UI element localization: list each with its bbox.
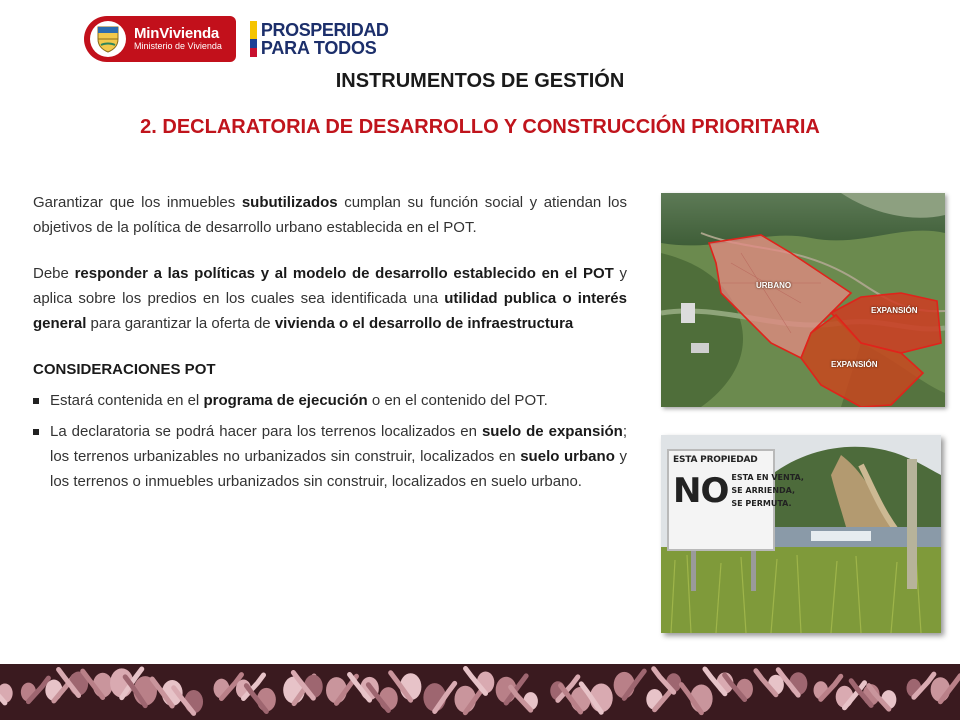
- sign-line-2: ESTA EN VENTA,: [731, 473, 804, 482]
- text-run: Debe: [33, 265, 75, 282]
- text-run: para garantizar la oferta de: [86, 315, 275, 332]
- paragraph-policy: [33, 261, 627, 336]
- bold-run: suelo urbano: [520, 448, 615, 465]
- bold-run: programa de ejecución: [203, 392, 368, 409]
- map-label-expansion: EXPANSIÓN: [831, 360, 878, 369]
- sign-line-4: SE PERMUTA.: [731, 499, 792, 508]
- minvivienda-name: MinVivienda: [134, 25, 220, 43]
- bold-run: subutilizados: [241, 194, 338, 211]
- minvivienda-logo: [84, 16, 236, 62]
- for-sale-sign: [667, 449, 804, 551]
- sign-line-3: SE ARRIENDA,: [731, 486, 796, 495]
- header-logos: [84, 16, 389, 62]
- colombia-flag-icon: [250, 21, 257, 57]
- list-item: [33, 388, 627, 413]
- text-run: y los terrenos o inmuebles urbanizados sin construir, localizados en suelo urbano.: [50, 448, 627, 490]
- square-bullet-icon: [33, 398, 39, 404]
- prosperidad-line2: PARA TODOS: [260, 38, 377, 58]
- text-run: y aplica sobre los predios en los cuales sea identificada una: [33, 265, 628, 307]
- minvivienda-subtitle: Ministerio de Vivienda: [134, 41, 222, 52]
- bold-run: responder a las políticas y al modelo de desarrollo establecido en el POT: [74, 265, 614, 282]
- text-run: o en el contenido del POT.: [367, 392, 548, 409]
- page-subtitle: 2. DECLARATORIA DE DESARROLLO Y CONSTRUCCIÓN PRIORITARIA: [140, 116, 820, 138]
- crowd-drawing: [0, 664, 960, 720]
- text-run: La declaratoria se podrá hacer para los terrenos localizados en: [50, 423, 482, 440]
- text-run: Garantizar que los inmuebles: [33, 194, 242, 211]
- map-label-urbano: URBANO: [756, 281, 792, 290]
- page-title: INSTRUMENTOS DE GESTIÓN: [335, 70, 625, 92]
- sign-line-1: ESTA PROPIEDAD: [673, 455, 758, 465]
- aerial-map-image: [661, 193, 945, 407]
- square-bullet-icon: [33, 429, 39, 435]
- prosperidad-logo: [250, 21, 389, 57]
- main-content: [33, 190, 627, 500]
- text-run: Estará contenida en el: [50, 392, 204, 409]
- consideraciones-heading: CONSIDERACIONES POT: [33, 361, 216, 378]
- text-run: ; los terrenos urbanizables no urbanizados sin construir, localizados en: [50, 423, 627, 465]
- aerial-map-drawing: [661, 193, 945, 407]
- bold-run: vivienda o el desarrollo de infraestructura: [274, 315, 574, 332]
- bold-run: suelo de expansión: [481, 423, 623, 440]
- crowd-photo-band: [0, 664, 960, 720]
- sign-big-no: NO: [673, 470, 729, 511]
- text-run: cumplan su función social y atiendan los objetivos de la política de desarrollo urbano establecida en el POT.: [33, 194, 627, 236]
- coat-of-arms-icon: [90, 21, 126, 57]
- property-sign-image: [661, 435, 941, 633]
- prosperidad-line1: PROSPERIDAD: [260, 20, 389, 40]
- list-item: [33, 419, 627, 494]
- bold-run: utilidad publica o interés general: [33, 290, 627, 332]
- map-label-expansion: EXPANSIÓN: [871, 306, 918, 315]
- paragraph-objective: [33, 190, 627, 240]
